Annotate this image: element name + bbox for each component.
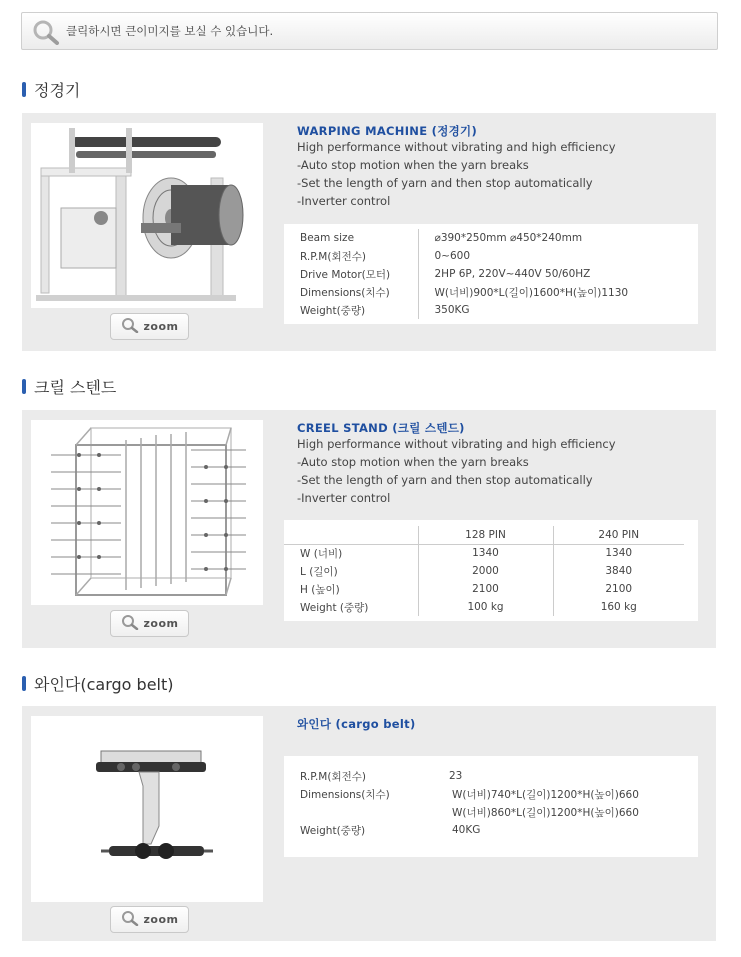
feature-item: -Set the length of yarn and then stop automatically xyxy=(297,176,593,190)
spec-row xyxy=(284,598,684,616)
spec-row xyxy=(284,247,628,265)
spec-label: H (높이) xyxy=(300,583,340,596)
section-heading-warping xyxy=(22,79,80,99)
feature-item: High performance without vibrating and high efficiency xyxy=(297,140,616,154)
spec-value: 2100 xyxy=(418,580,553,598)
spec-value: 350KG xyxy=(434,304,470,316)
spec-value: 100 kg xyxy=(418,598,553,616)
heading-bullet xyxy=(22,82,26,97)
product-panel-warping xyxy=(22,113,716,351)
feature-list-creel xyxy=(297,435,616,507)
product-panel-winder xyxy=(22,706,716,941)
zoom-label: zoom xyxy=(143,320,179,333)
spec-value: 3840 xyxy=(553,562,684,580)
spec-value: W(너비)740*L(길이)1200*H(높이)660 xyxy=(452,788,639,801)
heading-bullet xyxy=(22,676,26,691)
section-heading-text: 정경기 xyxy=(34,80,81,100)
spec-value: ⌀390*250mm ⌀450*240mm xyxy=(434,232,583,244)
zoom-button-winder[interactable] xyxy=(110,906,189,933)
spec-label: Weight (중량) xyxy=(300,601,369,614)
spec-row xyxy=(284,283,628,301)
feature-item: High performance without vibrating and high efficiency xyxy=(297,437,616,451)
spec-table-creel xyxy=(284,520,698,621)
feature-item: -Set the length of yarn and then stop automatically xyxy=(297,473,593,487)
spec-row xyxy=(284,265,628,283)
spec-row xyxy=(284,803,639,821)
spec-header-row xyxy=(284,526,684,544)
spec-header-cell: 128 PIN xyxy=(418,526,553,544)
zoom-button-warping[interactable] xyxy=(110,313,189,340)
spec-label xyxy=(284,803,435,821)
spec-value: 23 xyxy=(449,770,463,782)
spec-label: Drive Motor(모터) xyxy=(284,265,418,283)
zoom-magnifier-icon xyxy=(121,614,139,634)
spec-label: Weight(중량) xyxy=(300,824,366,837)
spec-header-cell xyxy=(284,526,418,544)
zoom-magnifier-icon xyxy=(121,317,139,337)
spec-label: R.P.M(회전수) xyxy=(300,770,366,783)
feature-list-warping xyxy=(297,138,616,210)
feature-item: -Inverter control xyxy=(297,194,391,208)
feature-item: -Auto stop motion when the yarn breaks xyxy=(297,158,529,172)
section-heading-text: 와인다(cargo belt) xyxy=(34,674,174,694)
magnifier-icon xyxy=(32,19,60,49)
notice-bar xyxy=(21,12,718,50)
spec-row xyxy=(284,301,628,319)
product-title-winder: 와인다 (cargo belt) xyxy=(297,717,416,731)
spec-value: 0~600 xyxy=(434,250,471,262)
spec-label: Dimensions(치수) xyxy=(284,283,418,301)
spec-value: 2100 xyxy=(553,580,684,598)
zoom-magnifier-icon xyxy=(121,910,139,930)
spec-value: 1340 xyxy=(553,544,684,562)
spec-row xyxy=(284,785,639,803)
zoom-label: zoom xyxy=(143,617,179,630)
spec-label: R.P.M(회전수) xyxy=(284,247,418,265)
spec-value: 40KG xyxy=(452,824,481,836)
section-heading-text: 크릴 스텐드 xyxy=(34,377,117,397)
zoom-label: zoom xyxy=(143,913,179,926)
notice-text: 클릭하시면 큰이미지를 보실 수 있습니다. xyxy=(66,24,274,38)
spec-label: Weight(중량) xyxy=(284,301,418,319)
spec-row xyxy=(284,580,684,598)
spec-label: W (너비) xyxy=(300,547,343,560)
spec-value: W(너비)900*L(길이)1600*H(높이)1130 xyxy=(434,286,629,299)
product-panel-creel xyxy=(22,410,716,648)
spec-row xyxy=(284,562,684,580)
zoom-button-creel[interactable] xyxy=(110,610,189,637)
spec-label: L (길이) xyxy=(300,565,338,578)
feature-item: -Inverter control xyxy=(297,491,391,505)
spec-table-winder xyxy=(284,756,698,857)
product-title-warping: WARPING MACHINE (정경기) xyxy=(297,124,478,138)
spec-label: Beam size xyxy=(284,229,418,247)
section-heading-creel xyxy=(22,376,116,396)
product-image-winder[interactable] xyxy=(31,716,263,902)
spec-value: W(너비)860*L(길이)1200*H(높이)660 xyxy=(452,806,639,819)
spec-row xyxy=(284,767,639,785)
section-heading-winder xyxy=(22,673,174,693)
spec-value: 2000 xyxy=(418,562,553,580)
spec-row xyxy=(284,821,639,839)
heading-bullet xyxy=(22,379,26,394)
product-title-creel: CREEL STAND (크릴 스텐드) xyxy=(297,421,465,435)
spec-header-cell: 240 PIN xyxy=(553,526,684,544)
spec-value: 160 kg xyxy=(553,598,684,616)
spec-row xyxy=(284,544,684,562)
product-image-creel[interactable] xyxy=(31,420,263,605)
spec-table-warping xyxy=(284,224,698,324)
spec-label: Dimensions(치수) xyxy=(300,788,390,801)
spec-value: 2HP 6P, 220V~440V 50/60HZ xyxy=(434,268,591,280)
product-image-warping[interactable] xyxy=(31,123,263,308)
feature-item: -Auto stop motion when the yarn breaks xyxy=(297,455,529,469)
spec-row xyxy=(284,229,628,247)
spec-value: 1340 xyxy=(418,544,553,562)
